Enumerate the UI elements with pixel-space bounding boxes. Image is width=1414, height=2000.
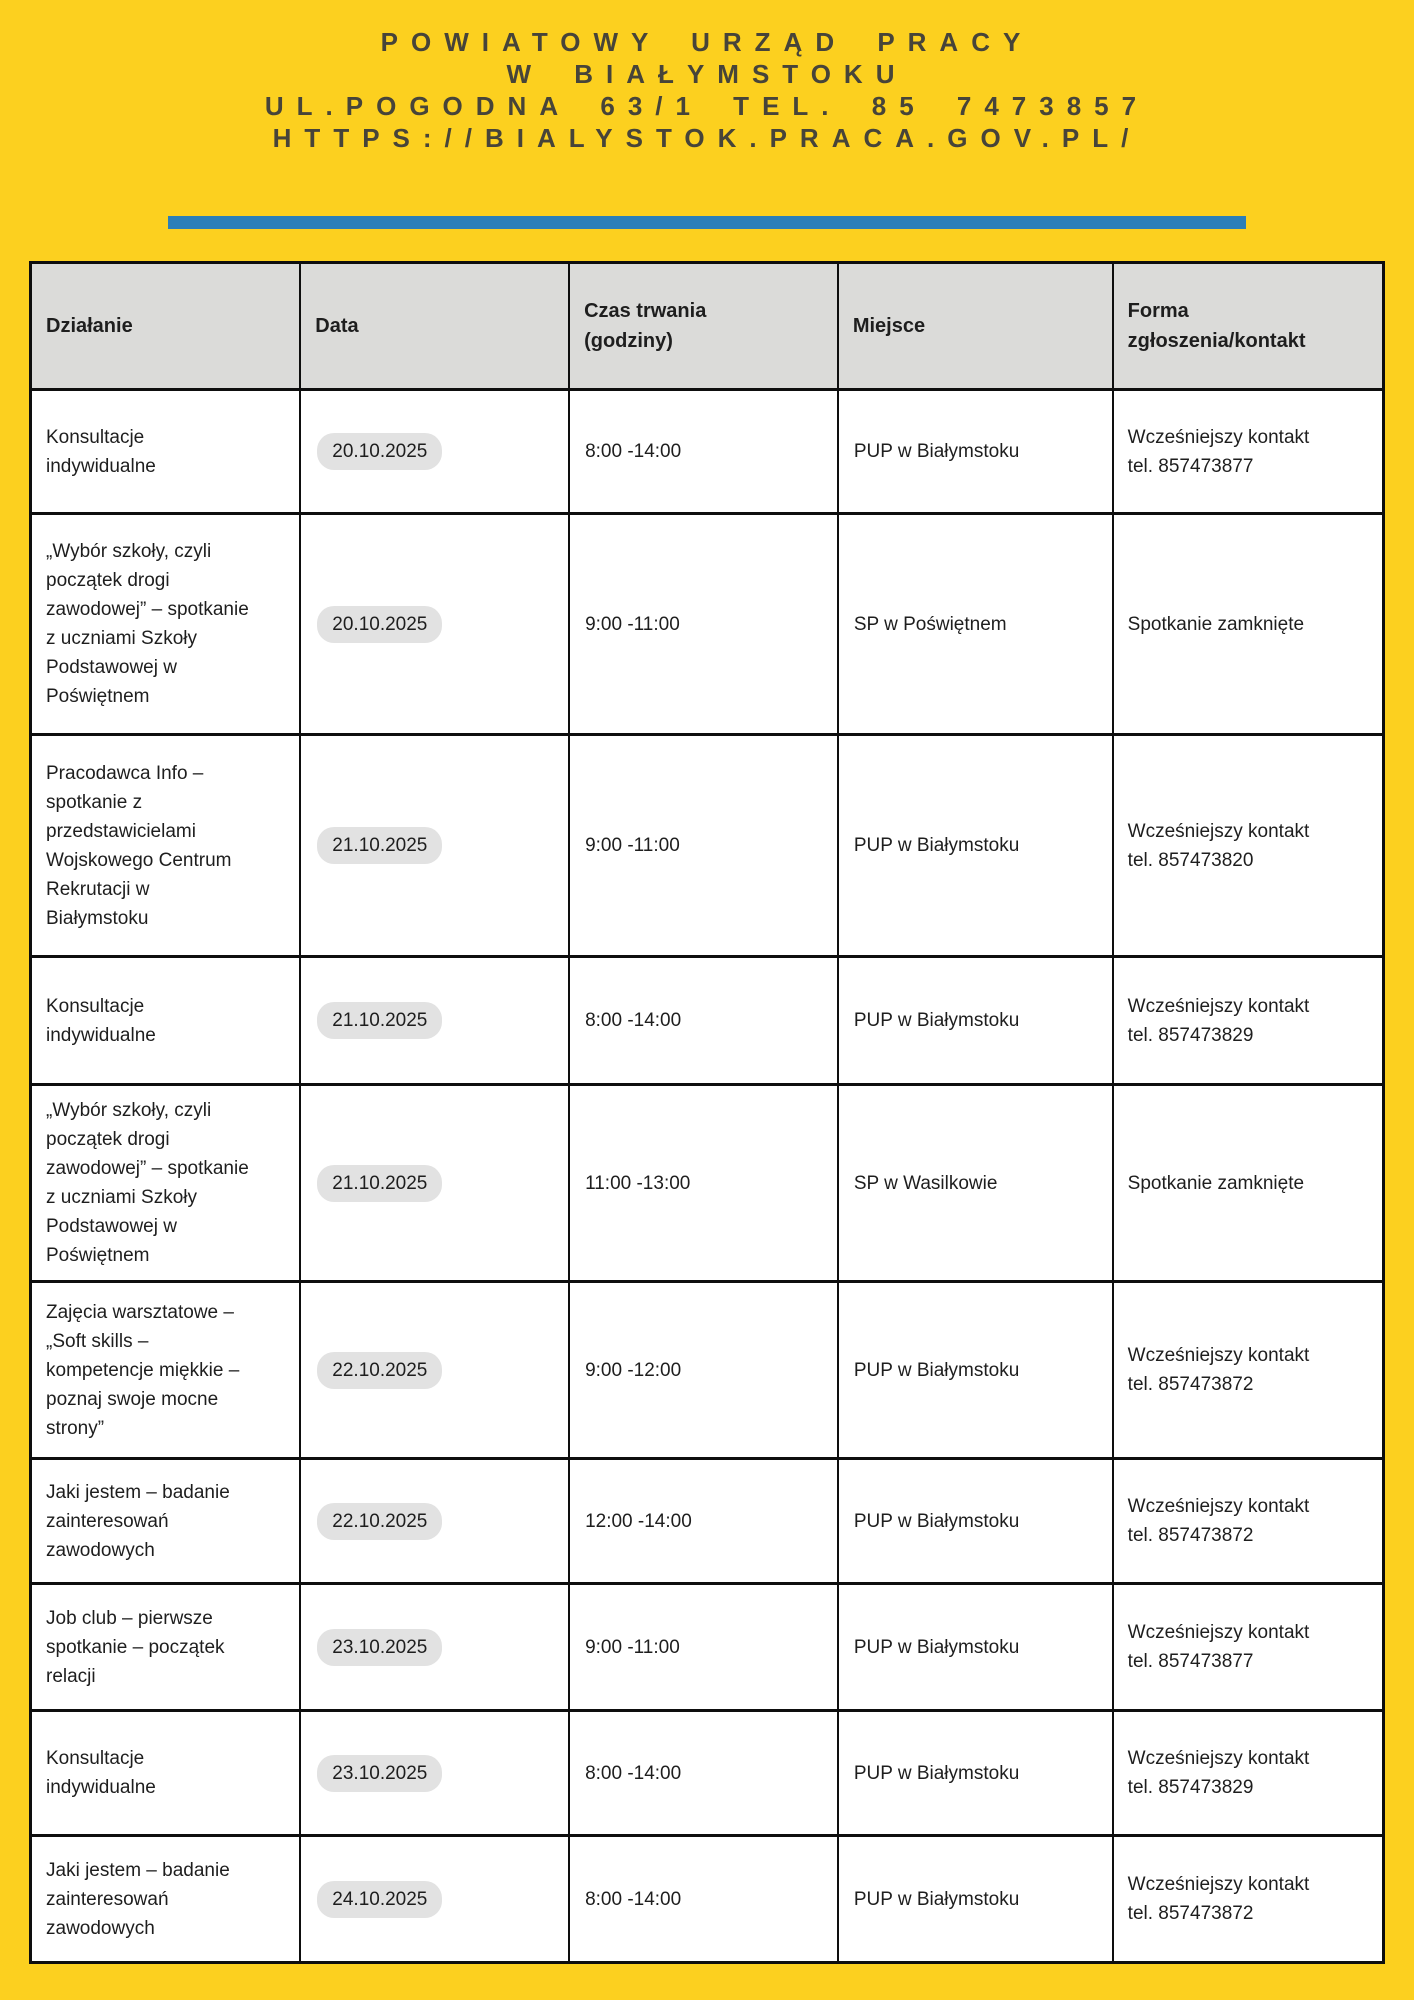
activity-cell: „Wybór szkoły, czyli początek drogi zawodowej” – spotkanie z uczniami Szkoły Podstawowej w Poświętnem — [31, 1085, 301, 1282]
activity-cell: Konsultacje indywidualne — [31, 1711, 301, 1836]
column-header-duration: Czas trwania (godziny) — [569, 263, 838, 390]
letterhead-line-2: W BIAŁYMSTOKU — [506, 59, 908, 89]
activity-cell: „Wybór szkoły, czyli początek drogi zawodowej” – spotkanie z uczniami Szkoły Podstawowej w Poświętnem — [31, 514, 301, 735]
time-cell: 8:00 -14:00 — [569, 957, 838, 1085]
place-cell: PUP w Białymstoku — [838, 390, 1113, 514]
table-row — [31, 1459, 1384, 1584]
time-cell: 8:00 -14:00 — [569, 1836, 838, 1963]
activity-cell: Pracodawca Info – spotkanie z przedstawicielami Wojskowego Centrum Rekrutacji w Białymstoku — [31, 735, 301, 957]
column-header-place: Miejsce — [838, 263, 1113, 390]
date-cell — [300, 1085, 569, 1282]
contact-cell: Wcześniejszy kontakt tel. 857473877 — [1113, 1584, 1384, 1711]
activity-cell: Zajęcia warsztatowe – „Soft skills – kompetencje miękkie – poznaj swoje mocne strony” — [31, 1282, 301, 1459]
time-cell: 9:00 -11:00 — [569, 735, 838, 957]
table-row — [31, 735, 1384, 957]
date-badge: 20.10.2025 — [317, 433, 442, 470]
date-cell — [300, 1836, 569, 1963]
activity-cell: Konsultacje indywidualne — [31, 957, 301, 1085]
date-cell — [300, 1711, 569, 1836]
letterhead-line-1: POWIATOWY URZĄD PRACY — [380, 27, 1034, 57]
contact-cell: Wcześniejszy kontakt tel. 857473877 — [1113, 390, 1384, 514]
date-cell — [300, 390, 569, 514]
date-badge: 22.10.2025 — [317, 1503, 442, 1540]
divider-bar — [168, 216, 1246, 229]
column-header-date: Data — [300, 263, 569, 390]
letterhead-url: HTTPS://BIALYSTOK.PRACA.GOV.PL/ — [272, 123, 1142, 153]
date-badge: 22.10.2025 — [317, 1352, 442, 1389]
column-header-activity: Działanie — [31, 263, 301, 390]
table-row — [31, 390, 1384, 514]
activity-cell: Jaki jestem – badanie zainteresowań zawodowych — [31, 1836, 301, 1963]
place-cell: PUP w Białymstoku — [838, 1282, 1113, 1459]
time-cell: 9:00 -11:00 — [569, 1584, 838, 1711]
date-badge: 20.10.2025 — [317, 606, 442, 643]
table-row — [31, 1085, 1384, 1282]
table-row — [31, 514, 1384, 735]
activity-cell: Jaki jestem – badanie zainteresowań zawodowych — [31, 1459, 301, 1584]
place-cell: PUP w Białymstoku — [838, 957, 1113, 1085]
contact-cell: Wcześniejszy kontakt tel. 857473820 — [1113, 735, 1384, 957]
table-row — [31, 1282, 1384, 1459]
time-cell: 12:00 -14:00 — [569, 1459, 838, 1584]
contact-cell: Spotkanie zamknięte — [1113, 514, 1384, 735]
activity-cell: Konsultacje indywidualne — [31, 390, 301, 514]
place-cell: PUP w Białymstoku — [838, 1711, 1113, 1836]
place-cell: PUP w Białymstoku — [838, 1836, 1113, 1963]
date-cell — [300, 514, 569, 735]
contact-cell: Wcześniejszy kontakt tel. 857473829 — [1113, 957, 1384, 1085]
contact-cell: Spotkanie zamknięte — [1113, 1085, 1384, 1282]
time-cell: 8:00 -14:00 — [569, 390, 838, 514]
place-cell: PUP w Białymstoku — [838, 1459, 1113, 1584]
date-badge: 21.10.2025 — [317, 1165, 442, 1202]
table-row — [31, 1711, 1384, 1836]
activity-cell: Job club – pierwsze spotkanie – początek relacji — [31, 1584, 301, 1711]
time-cell: 11:00 -13:00 — [569, 1085, 838, 1282]
table-row — [31, 1836, 1384, 1963]
time-cell: 9:00 -12:00 — [569, 1282, 838, 1459]
time-cell: 8:00 -14:00 — [569, 1711, 838, 1836]
place-cell: PUP w Białymstoku — [838, 1584, 1113, 1711]
table-row — [31, 1584, 1384, 1711]
date-cell — [300, 957, 569, 1085]
place-cell: PUP w Białymstoku — [838, 735, 1113, 957]
date-cell — [300, 735, 569, 957]
date-badge: 24.10.2025 — [317, 1881, 442, 1918]
time-cell: 9:00 -11:00 — [569, 514, 838, 735]
contact-cell: Wcześniejszy kontakt tel. 857473872 — [1113, 1459, 1384, 1584]
schedule-table — [29, 261, 1385, 1964]
place-cell: SP w Poświętnem — [838, 514, 1113, 735]
date-badge: 23.10.2025 — [317, 1755, 442, 1792]
contact-cell: Wcześniejszy kontakt tel. 857473872 — [1113, 1836, 1384, 1963]
contact-cell: Wcześniejszy kontakt tel. 857473872 — [1113, 1282, 1384, 1459]
place-cell: SP w Wasilkowie — [838, 1085, 1113, 1282]
date-badge: 23.10.2025 — [317, 1629, 442, 1666]
date-cell — [300, 1459, 569, 1584]
table-row — [31, 957, 1384, 1085]
letterhead — [0, 0, 1414, 154]
date-cell — [300, 1584, 569, 1711]
table-header-row — [31, 263, 1384, 390]
date-badge: 21.10.2025 — [317, 1002, 442, 1039]
contact-cell: Wcześniejszy kontakt tel. 857473829 — [1113, 1711, 1384, 1836]
letterhead-line-3: UL.POGODNA 63/1 TEL. 85 7473857 — [264, 91, 1150, 121]
date-badge: 21.10.2025 — [317, 827, 442, 864]
date-cell — [300, 1282, 569, 1459]
column-header-contact: Forma zgłoszenia/kontakt — [1113, 263, 1384, 390]
